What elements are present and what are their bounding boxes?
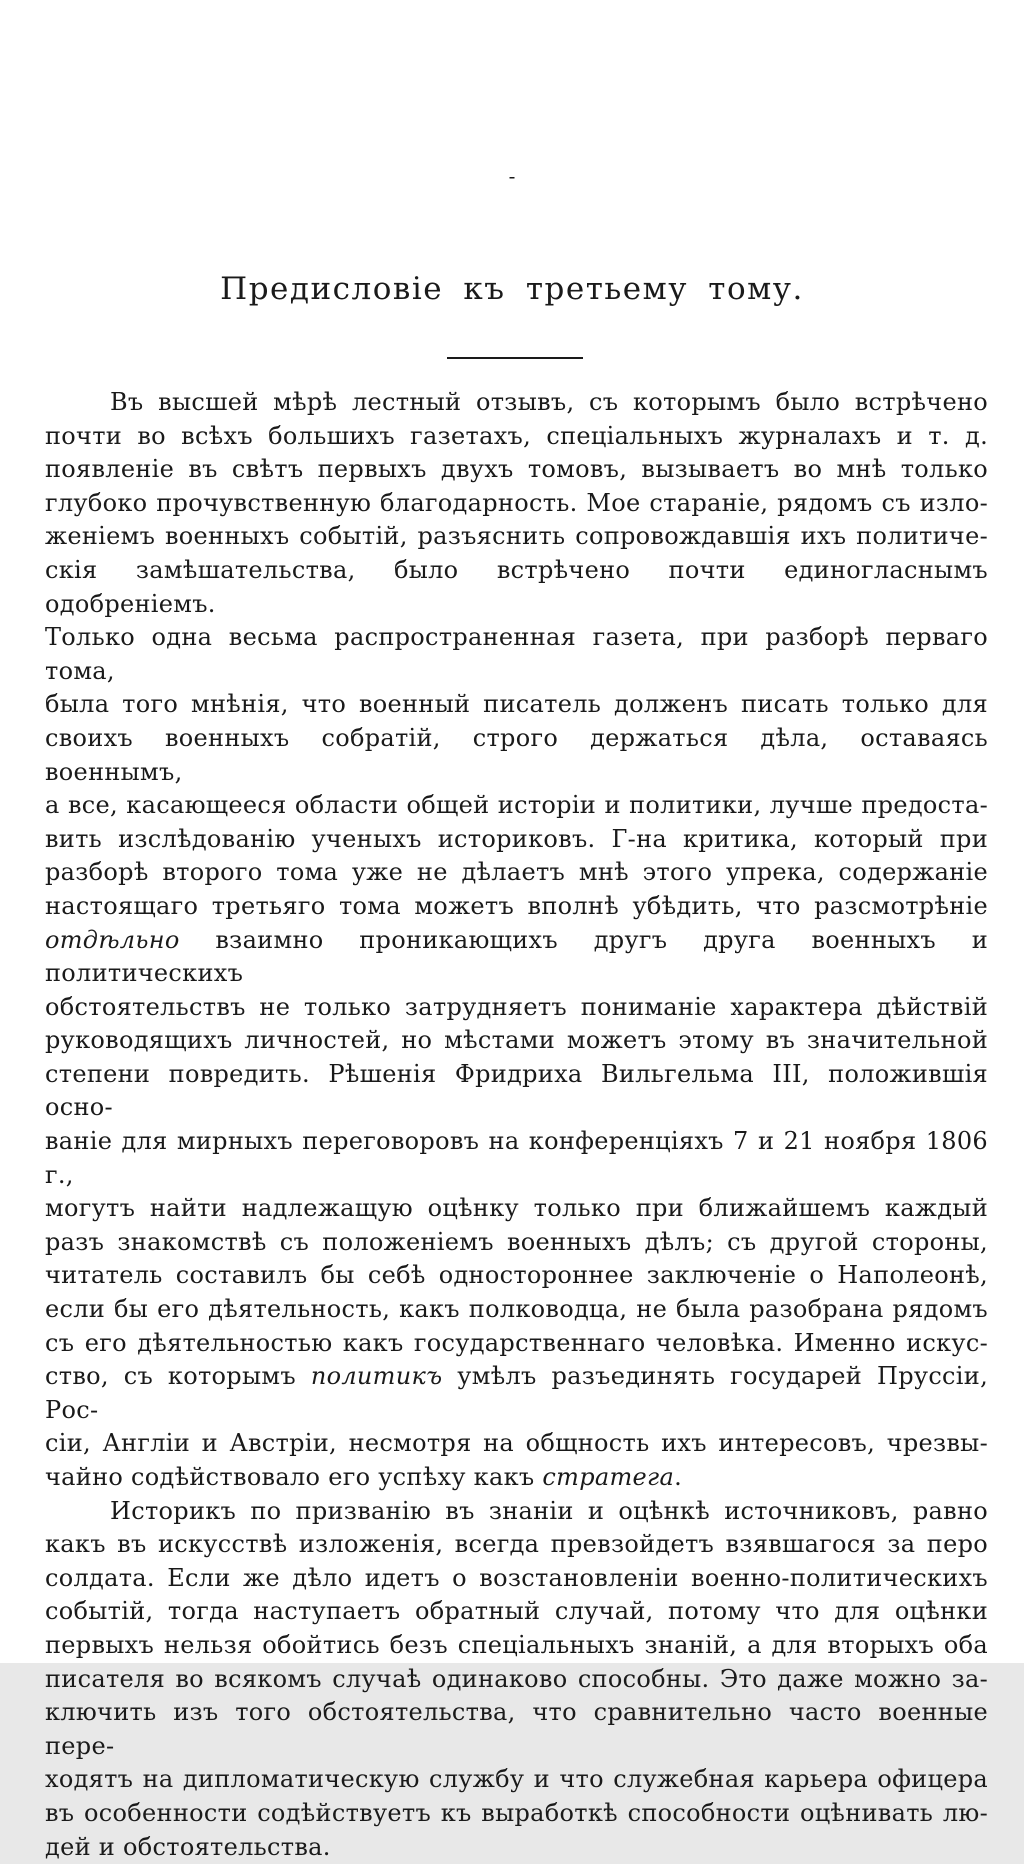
text-line bbox=[45, 1663, 988, 1697]
italic-text: политикъ bbox=[310, 1362, 443, 1391]
text-line bbox=[45, 1831, 988, 1864]
page-number-mark: - bbox=[508, 164, 516, 188]
text-line bbox=[45, 1528, 988, 1562]
paragraph bbox=[45, 386, 988, 1495]
text-segment: вить изслѣдованію ученыхъ историковъ. Г-на критика, который при bbox=[45, 824, 988, 853]
text-line bbox=[45, 621, 988, 688]
text-line bbox=[45, 1629, 988, 1663]
text-segment: Историкъ по призванію въ знаніи и оцѣнкѣ источниковъ, равно bbox=[110, 1496, 988, 1525]
text-segment: ходятъ на дипломатическую службу и что служебная карьера офицера bbox=[45, 1765, 988, 1794]
text-segment: если бы его дѣятельность, какъ полководца, не была разобрана рядомъ bbox=[45, 1295, 988, 1324]
text-segment: разборѣ второго тома уже не дѣлаетъ мнѣ этого упрека, содержаніе bbox=[45, 858, 988, 887]
text-segment: солдата. Если же дѣло идетъ о возстановленіи военно-политическихъ bbox=[45, 1563, 988, 1592]
text-line bbox=[45, 722, 988, 789]
text-line bbox=[45, 856, 988, 890]
text-line bbox=[45, 453, 988, 487]
text-line bbox=[45, 688, 988, 722]
text-line bbox=[45, 823, 988, 857]
text-segment: а все, касающееся области общей исторіи и политики, лучше предоста- bbox=[45, 791, 988, 820]
text-segment: Только одна весьма распространенная газета, при разборѣ перваго тома, bbox=[45, 623, 988, 685]
text-line bbox=[45, 1797, 988, 1831]
text-line bbox=[45, 1024, 988, 1058]
text-segment: ство, съ которымъ bbox=[45, 1362, 311, 1391]
text-segment: разъ знакомствѣ съ положеніемъ военныхъ дѣлъ; съ другой стороны, bbox=[45, 1227, 988, 1256]
text-segment: скія замѣшательства, было встрѣчено почти единогласнымъ одобреніемъ. bbox=[45, 555, 988, 618]
text-segment: съ его дѣятельностью какъ государственнаго человѣка. Именно искус- bbox=[45, 1328, 988, 1357]
text-line bbox=[45, 1696, 988, 1763]
italic-text: стратега bbox=[542, 1463, 675, 1491]
text-line bbox=[45, 1125, 988, 1192]
text-segment: ваніе для мирныхъ переговоровъ на конференціяхъ 7 и 21 ноября 1806 г., bbox=[45, 1127, 988, 1189]
body-text bbox=[45, 386, 988, 1864]
text-segment: появленіе въ свѣтъ первыхъ двухъ томовъ, вызываетъ во мнѣ только bbox=[45, 455, 988, 484]
text-segment: первыхъ нельзя обойтись безъ спеціальныхъ знаній, а для вторыхъ оба bbox=[45, 1630, 988, 1659]
text-segment: глубоко прочувственную благодарность. Мое стараніе, рядомъ съ изло- bbox=[45, 488, 988, 517]
text-line bbox=[45, 1427, 988, 1461]
text-line bbox=[45, 1763, 988, 1797]
text-line bbox=[45, 1495, 988, 1529]
text-line bbox=[45, 789, 988, 823]
text-segment: обстоятельствъ не только затрудняетъ пониманіе характера дѣйствій bbox=[45, 992, 988, 1021]
chapter-title: Предисловіе къ третьему тому. bbox=[220, 271, 804, 307]
text-segment: женіемъ военныхъ событій, разъяснить сопровождавшія ихъ политиче- bbox=[45, 522, 988, 551]
text-segment: . bbox=[674, 1463, 682, 1491]
text-segment: своихъ военныхъ собратій, строго держаться дѣла, оставаясь военнымъ, bbox=[45, 723, 988, 786]
text-line bbox=[45, 1192, 988, 1226]
text-line bbox=[45, 1461, 988, 1495]
text-segment: была того мнѣнія, что военный писатель долженъ писать только для bbox=[45, 690, 988, 719]
text-line bbox=[45, 1259, 988, 1293]
text-line bbox=[45, 420, 988, 454]
text-segment: почти во всѣхъ большихъ газетахъ, спеціальныхъ журналахъ и т. д. bbox=[45, 421, 988, 450]
text-line bbox=[45, 890, 988, 924]
text-segment: читатель составилъ бы себѣ одностороннее заключеніе о Наполеонѣ, bbox=[45, 1261, 988, 1290]
text-line bbox=[45, 1327, 988, 1361]
text-line bbox=[45, 520, 988, 554]
text-segment: чайно содѣйствовало его успѣху какъ bbox=[45, 1463, 543, 1491]
text-line bbox=[45, 1293, 988, 1327]
text-segment: какъ въ искусствѣ изложенія, всегда превзойдетъ взявшагося за перо bbox=[45, 1530, 988, 1559]
text-segment: умѣлъ разъединять государей Пруссіи, Рос- bbox=[45, 1362, 989, 1424]
text-segment: настоящаго третьяго тома можетъ вполнѣ убѣдить, что разсмотрѣніе bbox=[45, 891, 988, 920]
text-segment: могутъ найти надлежащую оцѣнку только при ближайшемъ каждый bbox=[45, 1194, 988, 1223]
text-line bbox=[45, 1360, 988, 1427]
text-segment: событій, тогда наступаетъ обратный случай, потому что для оцѣнки bbox=[45, 1597, 988, 1626]
text-segment: руководящихъ личностей, но мѣстами можетъ этому въ значительной bbox=[45, 1026, 988, 1055]
text-segment: степени повредить. Рѣшенія Фридриха Вильгельма III, положившія осно- bbox=[45, 1059, 988, 1122]
text-segment: Въ высшей мѣрѣ лестный отзывъ, съ которымъ было встрѣчено bbox=[110, 388, 988, 416]
text-line bbox=[45, 1562, 988, 1596]
text-line bbox=[45, 487, 988, 521]
text-line bbox=[45, 1595, 988, 1629]
text-line bbox=[45, 1226, 988, 1260]
title-divider bbox=[447, 357, 583, 359]
text-line bbox=[45, 991, 988, 1025]
paragraph bbox=[45, 1495, 988, 1864]
text-segment: сіи, Англіи и Австріи, несмотря на общность ихъ интересовъ, чрезвы- bbox=[45, 1429, 988, 1458]
text-line bbox=[45, 924, 988, 991]
text-line bbox=[45, 554, 988, 621]
text-segment: ключить изъ того обстоятельства, что сравнительно часто военные пере- bbox=[45, 1698, 988, 1760]
text-segment: взаимно проникающихъ другъ друга военныхъ и политическихъ bbox=[45, 925, 988, 988]
text-line bbox=[45, 386, 988, 420]
text-segment: писателя во всякомъ случаѣ одинаково способны. Это даже можно за- bbox=[45, 1664, 988, 1693]
text-line bbox=[45, 1058, 988, 1125]
text-segment: дей и обстоятельства. bbox=[45, 1832, 331, 1861]
text-segment: въ особенности содѣйствуетъ къ выработкѣ способности оцѣнивать лю- bbox=[45, 1798, 988, 1827]
italic-text: отдѣльно bbox=[45, 925, 180, 954]
